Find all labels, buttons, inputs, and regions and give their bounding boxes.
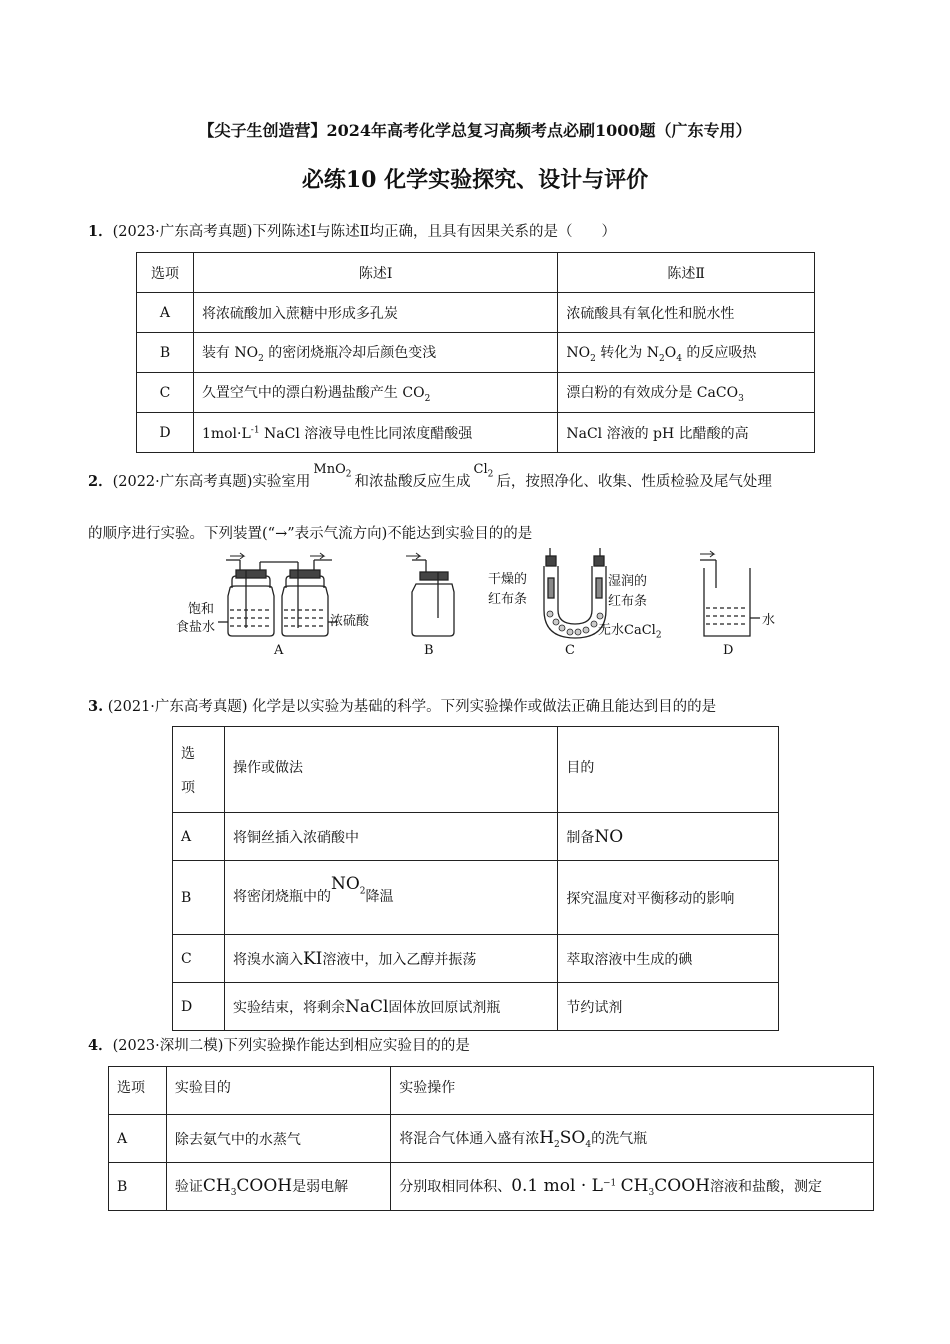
question-3-table (172, 726, 779, 1031)
table-row: C 久置空气中的漂白粉遇盐酸产生 $CO_2$ 漂白粉的有效成分是 CaCO$_3$ (137, 373, 815, 413)
question-1-stem: 1．(2023·广东高考真题)下列陈述Ⅰ与陈述Ⅱ均正确，且具有因果关系的是（ ） (88, 223, 616, 240)
table-row: D $1mol\cdot L^{-1}$ NaCl 溶液导电性比同浓度醋酸强 NaCl 溶液的 pH 比醋酸的高 (137, 413, 815, 453)
label-c: C (565, 643, 575, 658)
table-row: A 将铜丝插入浓硝酸中 制备NO (173, 813, 779, 861)
table-row: B 将密闭烧瓶中的$NO_2$降温 探究温度对平衡移动的影响 (173, 861, 779, 935)
page-title: 必练10 化学实验探究、设计与评价 (301, 167, 649, 193)
table-header-row: 选项 陈述Ⅰ 陈述Ⅱ (137, 253, 815, 293)
label-brine: 食盐水 (176, 620, 216, 635)
table-row: B 验证$CH_3COOH$是弱电解 分别取相同体积、0.1 mol · $L^{-1}$ $CH_3COOH$溶液和盐酸，测定 (109, 1163, 874, 1211)
table-row: D 实验结束，将剩余NaCl固体放回原试剂瓶 节约试剂 (173, 983, 779, 1031)
apparatus-figure (170, 548, 790, 663)
label-wet: 湿润的 (608, 574, 648, 589)
apparatus-a (218, 560, 338, 636)
label-dry: 干燥的 (488, 572, 528, 587)
question-3-stem: 3. (2021·广东高考真题) 化学是以实验为基础的科学。下列实验操作或做法正确且能达到目的的是 (88, 698, 717, 715)
label-cacl2: 无水CaCl$_2$ (598, 623, 662, 641)
table-row: C 将溴水滴入KI溶液中，加入乙醇并振荡 萃取溶液中生成的碘 (173, 935, 779, 983)
question-4-table (108, 1066, 874, 1211)
label-conc-sulfuric: 浓硫酸 (330, 614, 370, 629)
arrow-icon (230, 551, 714, 559)
table-row: A 将浓硫酸加入蔗糖中形成多孔炭 浓硫酸具有氧化性和脱水性 (137, 293, 815, 333)
table-row: B 装有 $NO_2$ 的密闭烧瓶冷却后颜色变浅 $NO_2$ 转化为 $N_2O_4$ 的反应吸热 (137, 333, 815, 373)
apparatus-d (700, 560, 760, 636)
label-red-cloth-left: 红布条 (488, 592, 528, 607)
apparatus-b (412, 560, 454, 636)
label-red-cloth-right: 红布条 (608, 594, 648, 609)
document-header: 【尖子生创造营】2024年高考化学总复习高频考点必刷1000题（广东专用） (198, 121, 752, 140)
table-row: A 除去氨气中的水蒸气 将混合气体通入盛有浓$H_2SO_4$的洗气瓶 (109, 1115, 874, 1163)
label-a: A (274, 643, 284, 658)
question-2-stem-line-2: 的顺序进行实验。下列装置(“→”表示气流方向)不能达到实验目的的是 (88, 526, 533, 542)
question-2-stem: 2．(2022·广东高考真题)实验室用MnO$_2$ 和浓盐酸反应生成$Cl_2$ 后，按照净化、收集、性质检验及尾气处理 (88, 462, 772, 490)
label-water: 水 (762, 613, 776, 628)
label-saturated: 饱和 (188, 602, 215, 617)
table-header-row: 选项 实验目的 实验操作 (109, 1067, 874, 1115)
question-4-stem: 4．(2023·深圳二模)下列实验操作能达到相应实验目的的是 (88, 1037, 470, 1054)
table-header-row: 选 项 操作或做法 目的 (173, 727, 779, 813)
label-d: D (723, 643, 734, 658)
question-1-table (136, 252, 815, 453)
label-b: B (424, 643, 434, 658)
